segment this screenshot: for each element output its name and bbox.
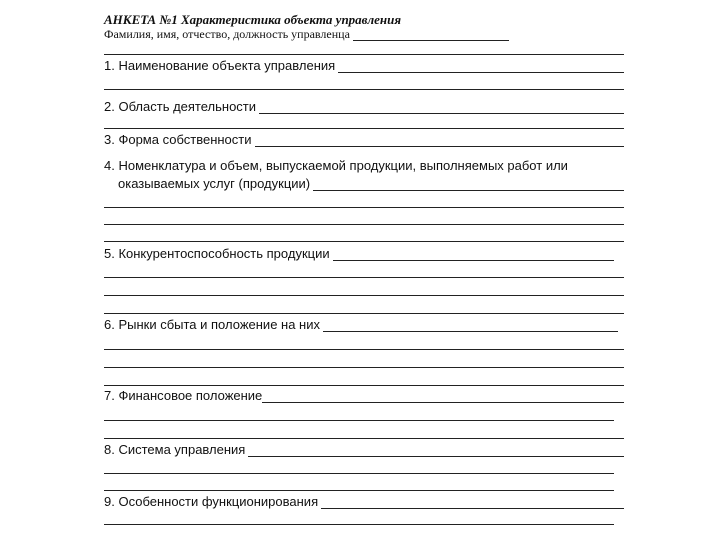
question-7-row [104, 386, 624, 403]
question-8-row [104, 439, 624, 457]
answer-line[interactable] [104, 261, 624, 278]
answer-line[interactable] [104, 368, 624, 386]
question-6-label: 6. Рынки сбыта и положение на них [104, 317, 320, 332]
question-6-field[interactable] [323, 319, 618, 332]
question-1-label: 1. Наименование объекта управления [104, 58, 336, 73]
answer-line[interactable] [104, 225, 624, 242]
question-1-field[interactable] [338, 60, 624, 73]
answer-line[interactable] [104, 191, 624, 208]
question-8-field[interactable] [248, 444, 624, 457]
respondent-name-field[interactable] [353, 29, 509, 41]
respondent-name-label: Фамилия, имя, отчество, должность управленца [104, 27, 350, 41]
question-7-field[interactable] [262, 390, 624, 403]
question-5-field[interactable] [333, 248, 614, 261]
question-1-row [104, 55, 624, 73]
answer-line[interactable] [104, 403, 614, 421]
respondent-name-row [104, 27, 624, 41]
question-9-label: 9. Особенности функционирования [104, 494, 319, 509]
question-2-label: 2. Область деятельности [104, 99, 257, 114]
question-4-row-continued [104, 173, 624, 191]
question-3-label: 3. Форма собственности [104, 132, 252, 147]
answer-line[interactable] [104, 457, 614, 474]
question-7-label: 7. Финансовое положение [104, 388, 263, 403]
question-4-field[interactable] [313, 178, 624, 191]
answer-line[interactable] [104, 509, 614, 525]
answer-line[interactable] [104, 474, 614, 491]
answer-line[interactable] [104, 114, 624, 129]
question-4-label-continued: оказываемых услуг (продукции) [118, 176, 311, 191]
answer-line[interactable] [104, 41, 624, 55]
answer-line[interactable] [104, 421, 624, 439]
form-title: АНКЕТА №1 Характеристика объекта управления [104, 12, 402, 27]
question-9-field[interactable] [321, 496, 624, 509]
question-9-row [104, 491, 624, 509]
answer-line[interactable] [104, 208, 624, 225]
question-3-field[interactable] [255, 134, 624, 147]
question-8-label: 8. Система управления [104, 442, 246, 457]
question-2-field[interactable] [259, 101, 624, 114]
answer-line[interactable] [104, 278, 624, 296]
answer-line[interactable] [104, 73, 624, 90]
question-5-row [104, 242, 624, 261]
answer-line[interactable] [104, 332, 624, 350]
question-4-row [104, 157, 624, 173]
question-6-row [104, 314, 624, 332]
question-4-label: 4. Номенклатура и объем, выпускаемой продукции, выполняемых работ или [104, 158, 568, 173]
answer-line[interactable] [104, 350, 624, 368]
question-3-row [104, 129, 624, 147]
answer-line[interactable] [104, 296, 624, 314]
question-5-label: 5. Конкурентоспособность продукции [104, 246, 330, 261]
questionnaire-form [104, 12, 624, 525]
question-2-row [104, 96, 624, 114]
